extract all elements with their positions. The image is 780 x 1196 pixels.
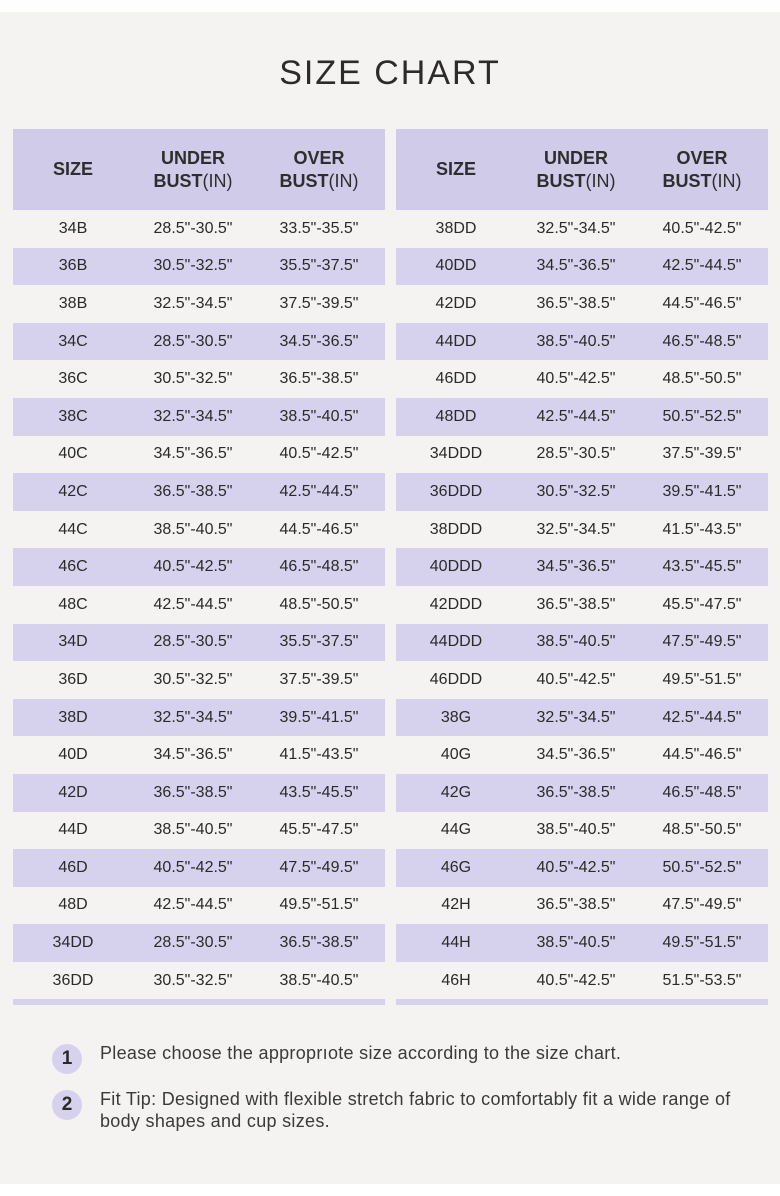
- cell-size: 40C: [58, 445, 88, 463]
- table-row: [13, 849, 385, 887]
- cell-under-bust: 32.5"-34.5": [153, 407, 233, 425]
- cell-over-bust: 50.5"-52.5": [662, 407, 742, 425]
- cell-under-bust: 36.5"-38.5": [536, 595, 616, 613]
- table-row: [13, 548, 385, 586]
- table-end-bar: [13, 999, 385, 1005]
- cell-size: 40D: [58, 746, 88, 764]
- cell-size: 42DDD: [429, 595, 483, 613]
- table-row: [396, 849, 768, 887]
- cell-size: 34DD: [52, 934, 94, 952]
- table-row: [13, 774, 385, 812]
- size-chart-card: [0, 12, 780, 1184]
- cell-under-bust: 40.5"-42.5": [153, 558, 233, 576]
- cell-size: 38D: [58, 708, 88, 726]
- cell-over-bust: 39.5"-41.5": [279, 708, 359, 726]
- cell-over-bust: 43.5"-45.5": [662, 558, 742, 576]
- cell-size: 46D: [58, 858, 88, 876]
- cell-over-bust: 38.5"-40.5": [279, 407, 359, 425]
- cell-over-bust: 39.5"-41.5": [662, 482, 742, 500]
- cell-over-bust: 46.5"-48.5": [279, 558, 359, 576]
- cell-under-bust: 32.5"-34.5": [153, 294, 233, 312]
- table-row: [396, 436, 768, 474]
- cell-size: 48DD: [435, 407, 477, 425]
- cell-size: 34DDD: [429, 445, 483, 463]
- cell-under-bust: 30.5"-32.5": [153, 670, 233, 688]
- cell-over-bust: 41.5"-43.5": [279, 746, 359, 764]
- table-row: [13, 210, 385, 248]
- cell-over-bust: 42.5"-44.5": [279, 482, 359, 500]
- cell-over-bust: 36.5"-38.5": [279, 370, 359, 388]
- cell-size: 38G: [440, 708, 472, 726]
- table-row: [13, 661, 385, 699]
- cell-over-bust: 37.5"-39.5": [279, 294, 359, 312]
- cell-over-bust: 48.5"-50.5": [662, 821, 742, 839]
- cell-size: 42H: [441, 896, 471, 914]
- cell-over-bust: 42.5"-44.5": [662, 257, 742, 275]
- table-row: [13, 436, 385, 474]
- table-row: [396, 962, 768, 1000]
- cell-over-bust: 37.5"-39.5": [279, 670, 359, 688]
- cell-over-bust: 40.5"-42.5": [279, 445, 359, 463]
- cell-over-bust: 47.5"-49.5": [662, 896, 742, 914]
- table-row: [396, 398, 768, 436]
- table-row: [396, 323, 768, 361]
- cell-over-bust: 34.5"-36.5": [279, 332, 359, 350]
- table-row: [13, 736, 385, 774]
- cell-under-bust: 38.5"-40.5": [536, 821, 616, 839]
- table-row: [396, 473, 768, 511]
- cell-under-bust: 30.5"-32.5": [536, 482, 616, 500]
- cell-under-bust: 34.5"-36.5": [536, 257, 616, 275]
- header-size: SIZE: [435, 159, 476, 179]
- header-under-bust: UNDER BUST(IN): [153, 147, 233, 191]
- table-row: [396, 285, 768, 323]
- cell-size: 44H: [441, 934, 471, 952]
- cell-under-bust: 36.5"-38.5": [153, 783, 233, 801]
- note-text: Fit Tip: Designed with flexible stretch fabric to comfortably fit a wide range of body shapes and cup sizes.: [100, 1089, 731, 1131]
- cell-size: 44D: [58, 821, 88, 839]
- cell-size: 44G: [440, 821, 472, 839]
- table-row: [13, 699, 385, 737]
- cell-over-bust: 45.5"-47.5": [662, 595, 742, 613]
- cell-size: 38DDD: [429, 520, 483, 538]
- cell-over-bust: 36.5"-38.5": [279, 934, 359, 952]
- cell-under-bust: 34.5"-36.5": [536, 558, 616, 576]
- cell-size: 42G: [440, 783, 472, 801]
- table-row: [396, 548, 768, 586]
- cell-size: 40DD: [435, 257, 477, 275]
- cell-size: 36DDD: [429, 482, 483, 500]
- table-row: [13, 473, 385, 511]
- cell-over-bust: 37.5"-39.5": [662, 445, 742, 463]
- header-over-bust: OVER BUST(IN): [279, 147, 359, 191]
- size-table-left: [13, 129, 385, 1005]
- cell-over-bust: 35.5"-37.5": [279, 257, 359, 275]
- cell-under-bust: 28.5"-30.5": [153, 633, 233, 651]
- cell-under-bust: 42.5"-44.5": [536, 407, 616, 425]
- table-row: [13, 924, 385, 962]
- size-table-right: [396, 129, 768, 1005]
- cell-size: 36DD: [52, 971, 94, 989]
- cell-size: 48C: [58, 595, 88, 613]
- cell-over-bust: 44.5"-46.5": [662, 294, 742, 312]
- table-row: [396, 360, 768, 398]
- cell-size: 46DD: [435, 370, 477, 388]
- cell-under-bust: 28.5"-30.5": [153, 219, 233, 237]
- cell-over-bust: 47.5"-49.5": [662, 633, 742, 651]
- table-row: [13, 962, 385, 1000]
- table-row: [396, 736, 768, 774]
- table-row: [396, 511, 768, 549]
- header-over-bust: OVER BUST(IN): [662, 147, 742, 191]
- cell-size: 44DDD: [429, 633, 483, 651]
- cell-under-bust: 34.5"-36.5": [153, 445, 233, 463]
- page-title: SIZE CHART: [279, 54, 501, 92]
- cell-size: 38DD: [435, 219, 477, 237]
- table-body: [396, 210, 768, 999]
- table-row: [396, 887, 768, 925]
- cell-under-bust: 38.5"-40.5": [536, 934, 616, 952]
- table-row: [13, 360, 385, 398]
- cell-over-bust: 45.5"-47.5": [279, 821, 359, 839]
- cell-under-bust: 42.5"-44.5": [153, 595, 233, 613]
- cell-under-bust: 32.5"-34.5": [536, 520, 616, 538]
- table-row: [396, 624, 768, 662]
- note-number-badge: 2: [52, 1090, 82, 1120]
- cell-size: 42D: [58, 783, 88, 801]
- cell-over-bust: 40.5"-42.5": [662, 219, 742, 237]
- cell-under-bust: 38.5"-40.5": [536, 332, 616, 350]
- cell-size: 42C: [58, 482, 88, 500]
- table-row: [13, 323, 385, 361]
- cell-over-bust: 49.5"-51.5": [662, 934, 742, 952]
- table-row: [396, 699, 768, 737]
- cell-size: 34D: [58, 633, 88, 651]
- cell-under-bust: 36.5"-38.5": [536, 294, 616, 312]
- cell-size: 36B: [58, 257, 88, 275]
- cell-under-bust: 40.5"-42.5": [153, 858, 233, 876]
- cell-size: 40G: [440, 746, 472, 764]
- cell-size: 44C: [58, 520, 88, 538]
- table-row: [396, 812, 768, 850]
- cell-under-bust: 34.5"-36.5": [153, 746, 233, 764]
- table-header: [396, 129, 768, 210]
- cell-under-bust: 36.5"-38.5": [536, 783, 616, 801]
- cell-under-bust: 40.5"-42.5": [536, 971, 616, 989]
- table-row: [396, 210, 768, 248]
- note-item: [52, 1088, 752, 1132]
- table-row: [13, 624, 385, 662]
- table-row: [396, 661, 768, 699]
- cell-over-bust: 42.5"-44.5": [662, 708, 742, 726]
- table-row: [396, 774, 768, 812]
- table-row: [396, 924, 768, 962]
- cell-over-bust: 41.5"-43.5": [662, 520, 742, 538]
- cell-size: 46G: [440, 858, 472, 876]
- cell-over-bust: 48.5"-50.5": [279, 595, 359, 613]
- cell-under-bust: 28.5"-30.5": [536, 445, 616, 463]
- note-text: Please choose the approprıote size according to the size chart.: [100, 1043, 622, 1063]
- table-row: [396, 586, 768, 624]
- table-row: [13, 248, 385, 286]
- header-size: SIZE: [52, 159, 93, 179]
- table-row: [13, 285, 385, 323]
- cell-size: 38B: [58, 294, 88, 312]
- notes-list: [52, 1042, 752, 1146]
- cell-over-bust: 48.5"-50.5": [662, 370, 742, 388]
- cell-under-bust: 32.5"-34.5": [153, 708, 233, 726]
- cell-under-bust: 40.5"-42.5": [536, 670, 616, 688]
- cell-under-bust: 30.5"-32.5": [153, 971, 233, 989]
- cell-over-bust: 44.5"-46.5": [662, 746, 742, 764]
- cell-under-bust: 42.5"-44.5": [153, 896, 233, 914]
- cell-under-bust: 40.5"-42.5": [536, 858, 616, 876]
- cell-over-bust: 43.5"-45.5": [279, 783, 359, 801]
- table-row: [396, 248, 768, 286]
- cell-size: 46C: [58, 558, 88, 576]
- cell-under-bust: 36.5"-38.5": [536, 896, 616, 914]
- cell-size: 36C: [58, 370, 88, 388]
- cell-over-bust: 35.5"-37.5": [279, 633, 359, 651]
- cell-under-bust: 38.5"-40.5": [153, 520, 233, 538]
- cell-over-bust: 49.5"-51.5": [279, 896, 359, 914]
- table-row: [13, 812, 385, 850]
- note-item: [52, 1042, 752, 1074]
- cell-under-bust: 30.5"-32.5": [153, 257, 233, 275]
- note-number-badge: 1: [52, 1044, 82, 1074]
- header-under-bust: UNDER BUST(IN): [536, 147, 616, 191]
- cell-under-bust: 38.5"-40.5": [153, 821, 233, 839]
- cell-under-bust: 32.5"-34.5": [536, 708, 616, 726]
- cell-over-bust: 46.5"-48.5": [662, 783, 742, 801]
- cell-over-bust: 47.5"-49.5": [279, 858, 359, 876]
- cell-over-bust: 33.5"-35.5": [279, 219, 359, 237]
- cell-over-bust: 46.5"-48.5": [662, 332, 742, 350]
- cell-under-bust: 28.5"-30.5": [153, 934, 233, 952]
- cell-under-bust: 30.5"-32.5": [153, 370, 233, 388]
- cell-size: 46H: [441, 971, 471, 989]
- cell-over-bust: 44.5"-46.5": [279, 520, 359, 538]
- cell-size: 40DDD: [429, 558, 483, 576]
- table-row: [13, 511, 385, 549]
- cell-size: 36D: [58, 670, 88, 688]
- cell-over-bust: 38.5"-40.5": [279, 971, 359, 989]
- cell-over-bust: 51.5"-53.5": [662, 971, 742, 989]
- cell-under-bust: 34.5"-36.5": [536, 746, 616, 764]
- cell-over-bust: 50.5"-52.5": [662, 858, 742, 876]
- table-body: [13, 210, 385, 999]
- cell-under-bust: 28.5"-30.5": [153, 332, 233, 350]
- cell-over-bust: 49.5"-51.5": [662, 670, 742, 688]
- cell-size: 34B: [58, 219, 88, 237]
- table-header: [13, 129, 385, 210]
- cell-under-bust: 38.5"-40.5": [536, 633, 616, 651]
- cell-size: 48D: [58, 896, 88, 914]
- table-row: [13, 887, 385, 925]
- cell-size: 44DD: [435, 332, 477, 350]
- cell-size: 46DDD: [429, 670, 483, 688]
- cell-under-bust: 32.5"-34.5": [536, 219, 616, 237]
- table-row: [13, 586, 385, 624]
- cell-size: 42DD: [435, 294, 477, 312]
- table-row: [13, 398, 385, 436]
- cell-size: 34C: [58, 332, 88, 350]
- cell-size: 38C: [58, 407, 88, 425]
- cell-under-bust: 40.5"-42.5": [536, 370, 616, 388]
- cell-under-bust: 36.5"-38.5": [153, 482, 233, 500]
- table-end-bar: [396, 999, 768, 1005]
